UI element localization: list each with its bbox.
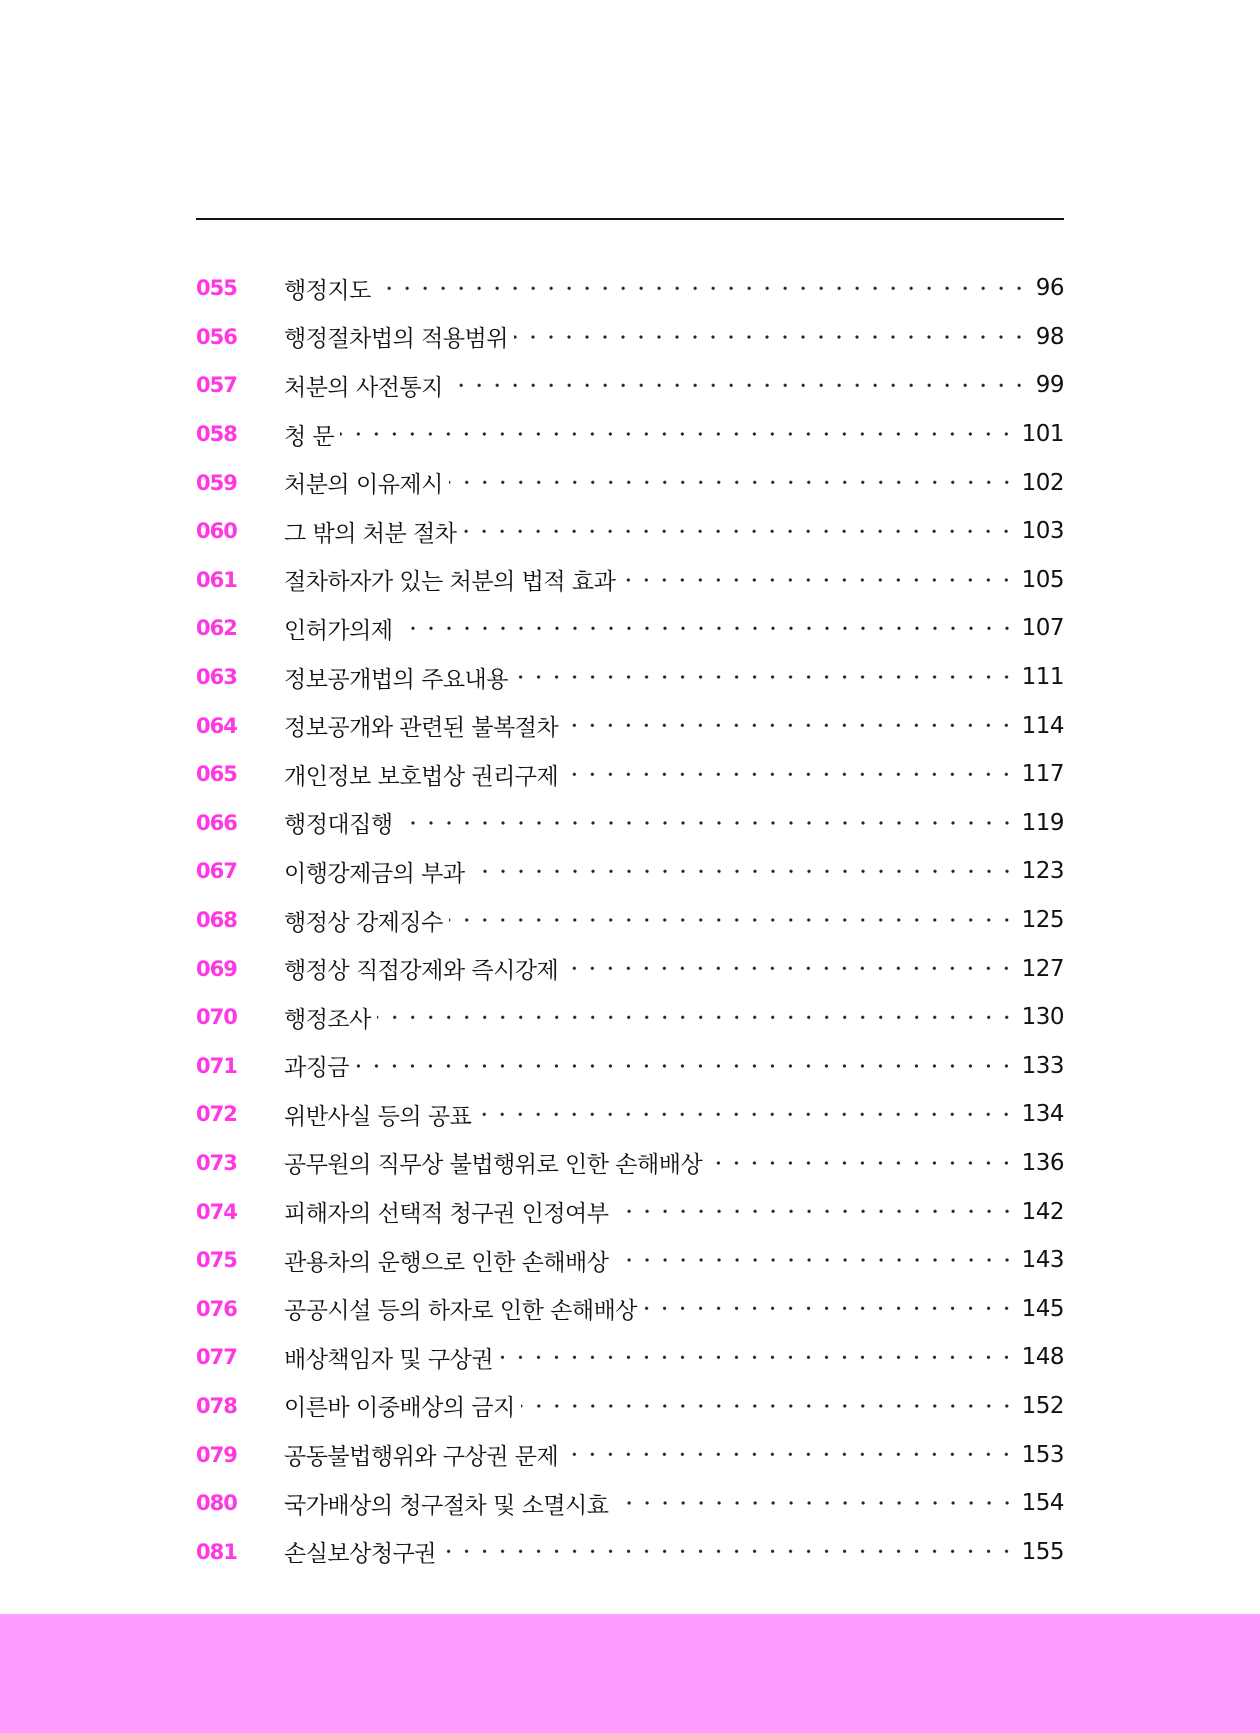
- entry-title: 행정지도: [284, 277, 371, 304]
- entry-number: 076: [196, 1296, 237, 1321]
- entry-title: 공공시설 등의 하자로 인한 손해배상: [284, 1298, 638, 1325]
- dot-leader: [514, 313, 1028, 362]
- entry-page-number: 119: [1021, 809, 1064, 836]
- entry-page-number: 105: [1021, 566, 1064, 593]
- entry-number: 061: [196, 567, 237, 592]
- entry-page-number: 103: [1021, 518, 1064, 545]
- entry-page-number: 102: [1021, 469, 1064, 496]
- entry-title: 공무원의 직무상 불법행위로 인한 손해배상: [284, 1152, 703, 1179]
- entry-title: 배상책임자 및 구상권: [284, 1346, 494, 1373]
- entry-title: 피해자의 선택적 청구권 인정여부: [284, 1201, 609, 1228]
- entry-number: 062: [196, 616, 237, 641]
- entry-page-number: 145: [1021, 1295, 1064, 1322]
- entry-title: 처분의 이유제시: [284, 472, 443, 499]
- entry-title: 국가배상의 청구절차 및 소멸시효: [284, 1492, 609, 1519]
- entry-title: 행정대집행: [284, 812, 393, 839]
- dot-leader: [377, 264, 1028, 313]
- entry-page-number: 136: [1021, 1149, 1064, 1176]
- dot-leader: [399, 604, 1016, 653]
- toc-entry[interactable]: [196, 944, 1064, 993]
- dot-leader: [471, 847, 1016, 896]
- dot-leader: [615, 1187, 1016, 1236]
- toc-entry[interactable]: [196, 1042, 1064, 1091]
- entry-number: 065: [196, 762, 237, 787]
- dot-leader: [449, 896, 1016, 945]
- toc-entry[interactable]: [196, 896, 1064, 945]
- toc-entry[interactable]: [196, 556, 1064, 605]
- entry-page-number: 127: [1021, 955, 1064, 982]
- entry-title: 손실보상청구권: [284, 1541, 437, 1568]
- entry-number: 071: [196, 1053, 237, 1078]
- entry-number: 058: [196, 422, 237, 447]
- dot-leader: [564, 944, 1015, 993]
- entry-title: 공동불법행위와 구상권 문제: [284, 1444, 559, 1471]
- entry-number: 081: [196, 1539, 237, 1564]
- entry-title: 이른바 이중배상의 금지: [284, 1395, 515, 1422]
- entry-number: 067: [196, 859, 237, 884]
- entry-title: 행정상 직접강제와 즉시강제: [284, 958, 559, 985]
- entry-number: 060: [196, 519, 237, 544]
- entry-page-number: 125: [1021, 907, 1064, 934]
- dot-leader: [340, 410, 1015, 459]
- dot-leader: [514, 653, 1016, 702]
- entry-page-number: 101: [1021, 421, 1064, 448]
- entry-page-number: 153: [1021, 1441, 1064, 1468]
- dot-leader: [564, 750, 1015, 799]
- entry-page-number: 99: [1035, 372, 1064, 399]
- entry-title: 행정조사: [284, 1006, 371, 1033]
- toc-entry[interactable]: [196, 653, 1064, 702]
- toc-entry[interactable]: [196, 1284, 1064, 1333]
- entry-page-number: 107: [1021, 615, 1064, 642]
- toc-entry[interactable]: [196, 604, 1064, 653]
- entry-title: 관용차의 운행으로 인한 손해배상: [284, 1249, 609, 1276]
- toc-entry[interactable]: [196, 458, 1064, 507]
- entry-number: 055: [196, 276, 237, 301]
- toc-entry[interactable]: [196, 1139, 1064, 1188]
- dot-leader: [521, 1382, 1016, 1431]
- entry-number: 057: [196, 373, 237, 398]
- entry-number: 079: [196, 1442, 237, 1467]
- dot-leader: [449, 458, 1016, 507]
- toc-entry[interactable]: [196, 361, 1064, 410]
- entry-title: 위반사실 등의 공표: [284, 1103, 472, 1130]
- toc-entry[interactable]: [196, 847, 1064, 896]
- toc-entry[interactable]: [196, 750, 1064, 799]
- entry-title: 절차하자가 있는 처분의 법적 효과: [284, 569, 616, 596]
- toc-entry[interactable]: [196, 1333, 1064, 1382]
- toc-entry[interactable]: [196, 1479, 1064, 1528]
- toc-entry[interactable]: [196, 701, 1064, 750]
- entry-number: 077: [196, 1345, 237, 1370]
- toc-entry[interactable]: [196, 1090, 1064, 1139]
- toc-entry[interactable]: [196, 410, 1064, 459]
- entry-number: 072: [196, 1102, 237, 1127]
- entry-number: 080: [196, 1491, 237, 1516]
- entry-title: 이행강제금의 부과: [284, 860, 465, 887]
- top-rule: [196, 218, 1064, 220]
- entry-title: 인허가의제: [284, 617, 393, 644]
- toc-entry[interactable]: [196, 1236, 1064, 1285]
- entry-page-number: 98: [1035, 323, 1064, 350]
- entry-title: 처분의 사전통지: [284, 374, 443, 401]
- dot-leader: [564, 1430, 1015, 1479]
- entry-page-number: 142: [1021, 1198, 1064, 1225]
- dot-leader: [643, 1284, 1016, 1333]
- entry-page-number: 133: [1021, 1052, 1064, 1079]
- toc-entry[interactable]: [196, 1527, 1064, 1576]
- entry-title: 그 밖의 처분 절차: [284, 520, 457, 547]
- toc-entry[interactable]: [196, 1382, 1064, 1431]
- dot-leader: [355, 1042, 1015, 1091]
- entry-page-number: 148: [1021, 1344, 1064, 1371]
- entry-title: 행정상 강제징수: [284, 909, 443, 936]
- entry-title: 정보공개와 관련된 불복절차: [284, 715, 559, 742]
- entry-title: 개인정보 보호법상 권리구제: [284, 763, 559, 790]
- dot-leader: [621, 556, 1015, 605]
- dot-leader: [477, 1090, 1015, 1139]
- toc-entry[interactable]: [196, 1430, 1064, 1479]
- entry-page-number: 123: [1021, 858, 1064, 885]
- toc-entry[interactable]: [196, 799, 1064, 848]
- entry-number: 074: [196, 1199, 237, 1224]
- toc-entry[interactable]: [196, 313, 1064, 362]
- entry-number: 075: [196, 1248, 237, 1273]
- dot-leader: [462, 507, 1015, 556]
- dot-leader: [564, 701, 1015, 750]
- toc-entry[interactable]: [196, 264, 1064, 313]
- dot-leader: [708, 1139, 1015, 1188]
- toc-entry[interactable]: [196, 1187, 1064, 1236]
- entry-number: 070: [196, 1005, 237, 1030]
- entry-title: 청 문: [284, 423, 335, 450]
- dot-leader: [449, 361, 1028, 410]
- entry-number: 063: [196, 665, 237, 690]
- dot-leader: [615, 1479, 1016, 1528]
- entry-number: 068: [196, 908, 237, 933]
- entry-title: 행정절차법의 적용범위: [284, 326, 508, 353]
- entry-page-number: 143: [1021, 1247, 1064, 1274]
- dot-leader: [442, 1527, 1016, 1576]
- entry-page-number: 155: [1021, 1538, 1064, 1565]
- entry-number: 069: [196, 956, 237, 981]
- entry-number: 059: [196, 470, 237, 495]
- entry-number: 066: [196, 810, 237, 835]
- entry-number: 064: [196, 713, 237, 738]
- table-of-contents: [196, 264, 1064, 1576]
- entry-page-number: 134: [1021, 1101, 1064, 1128]
- dot-leader: [377, 993, 1016, 1042]
- entry-number: 078: [196, 1393, 237, 1418]
- entry-page-number: 114: [1021, 712, 1064, 739]
- dot-leader: [615, 1236, 1016, 1285]
- entry-page-number: 130: [1021, 1004, 1064, 1031]
- entry-number: 073: [196, 1150, 237, 1175]
- dot-leader: [499, 1333, 1016, 1382]
- entry-number: 056: [196, 324, 237, 349]
- entry-page-number: 154: [1021, 1490, 1064, 1517]
- dot-leader: [399, 799, 1016, 848]
- entry-title: 정보공개법의 주요내용: [284, 666, 508, 693]
- toc-entry[interactable]: [196, 507, 1064, 556]
- entry-page-number: 111: [1021, 664, 1064, 691]
- toc-entry[interactable]: [196, 993, 1064, 1042]
- footer-band: [0, 1614, 1260, 1733]
- entry-title: 과징금: [284, 1055, 350, 1082]
- entry-page-number: 96: [1035, 275, 1064, 302]
- entry-page-number: 117: [1021, 761, 1064, 788]
- entry-page-number: 152: [1021, 1392, 1064, 1419]
